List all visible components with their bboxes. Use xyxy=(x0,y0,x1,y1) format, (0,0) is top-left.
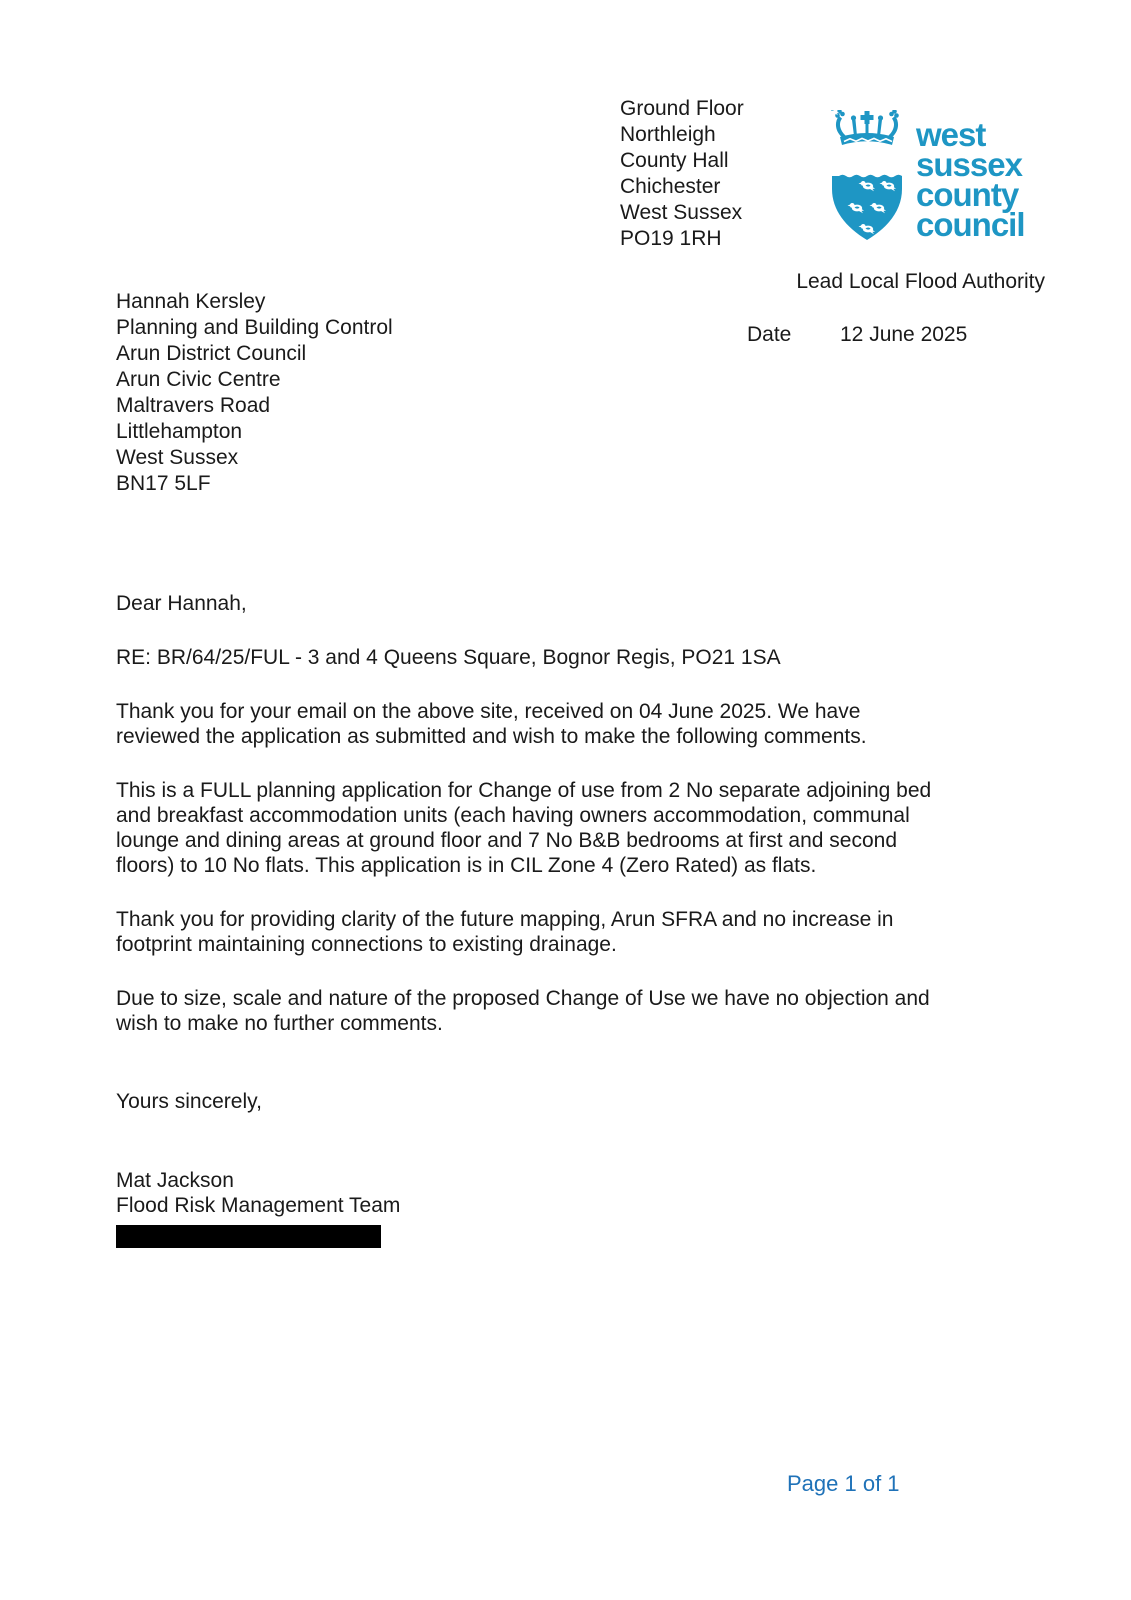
body-paragraph-line: Due to size, scale and nature of the proposed Change of Use we have no objection and xyxy=(116,987,930,1010)
page-indicator: Page 1 of 1 xyxy=(787,1471,900,1496)
sender-address-line: County Hall xyxy=(620,149,729,172)
body-paragraph-line: Thank you for providing clarity of the future mapping, Arun SFRA and no increase in xyxy=(116,908,894,931)
recipient-line: Planning and Building Control xyxy=(116,316,393,339)
crown-icon xyxy=(835,110,899,145)
body-paragraph xyxy=(116,699,931,749)
body-paragraph-line: Thank you for your email on the above site, received on 04 June 2025. We have xyxy=(116,700,861,723)
sender-address-line: Ground Floor xyxy=(620,97,744,120)
council-crest-icon xyxy=(831,110,903,240)
body-paragraph-line: floors) to 10 No flats. This application is in CIL Zone 4 (Zero Rated) as flats. xyxy=(116,854,817,877)
sender-address xyxy=(620,96,744,252)
body-paragraphs xyxy=(116,699,931,1036)
council-logo-text xyxy=(916,116,1025,243)
body-paragraph xyxy=(116,907,931,957)
sender-address-line: Chichester xyxy=(620,175,721,198)
closing: Yours sincerely, xyxy=(116,1090,262,1113)
logo-word: county xyxy=(916,176,1019,213)
body-paragraph-line: footprint maintaining connections to existing drainage. xyxy=(116,933,617,956)
logo-word: council xyxy=(916,206,1025,243)
recipient-line: Arun Civic Centre xyxy=(116,368,281,391)
recipient-line: BN17 5LF xyxy=(116,472,211,495)
recipient-line: Arun District Council xyxy=(116,342,307,365)
recipient-address xyxy=(116,289,393,497)
logo-word: sussex xyxy=(916,146,1022,183)
date-row xyxy=(747,322,967,348)
council-logo xyxy=(831,110,1025,243)
body-paragraph xyxy=(116,986,931,1036)
date-value: 12 June 2025 xyxy=(840,323,968,346)
date-label: Date xyxy=(747,323,792,346)
recipient-line: Hannah Kersley xyxy=(116,290,266,313)
sender-address-line: PO19 1RH xyxy=(620,227,722,250)
letter-body xyxy=(116,591,931,1248)
body-paragraph-line: and breakfast accommodation units (each having owners accommodation, communal xyxy=(116,804,910,827)
body-paragraph-line: wish to make no further comments. xyxy=(116,1012,443,1035)
body-paragraph-line: reviewed the application as submitted and wish to make the following comments. xyxy=(116,725,867,748)
sender-address-line: Northleigh xyxy=(620,123,716,146)
recipient-line: Littlehampton xyxy=(116,420,243,443)
authority-title: Lead Local Flood Authority xyxy=(796,270,1045,293)
signature-name: Mat Jackson xyxy=(116,1169,234,1192)
redaction-bar xyxy=(116,1225,381,1248)
body-paragraph-line: This is a FULL planning application for Change of use from 2 No separate adjoining bed xyxy=(116,779,932,802)
body-paragraph-line: lounge and dining areas at ground floor and 7 No B&B bedrooms at first and second xyxy=(116,829,898,852)
recipient-line: West Sussex xyxy=(116,446,239,469)
sender-address-line: West Sussex xyxy=(620,201,743,224)
signature-team: Flood Risk Management Team xyxy=(116,1194,401,1217)
logo-word: west xyxy=(916,116,986,153)
body-paragraph xyxy=(116,778,931,878)
recipient-line: Maltravers Road xyxy=(116,394,271,417)
subject-line: RE: BR/64/25/FUL - 3 and 4 Queens Square, Bognor Regis, PO21 1SA xyxy=(116,646,781,669)
salutation: Dear Hannah, xyxy=(116,592,247,615)
